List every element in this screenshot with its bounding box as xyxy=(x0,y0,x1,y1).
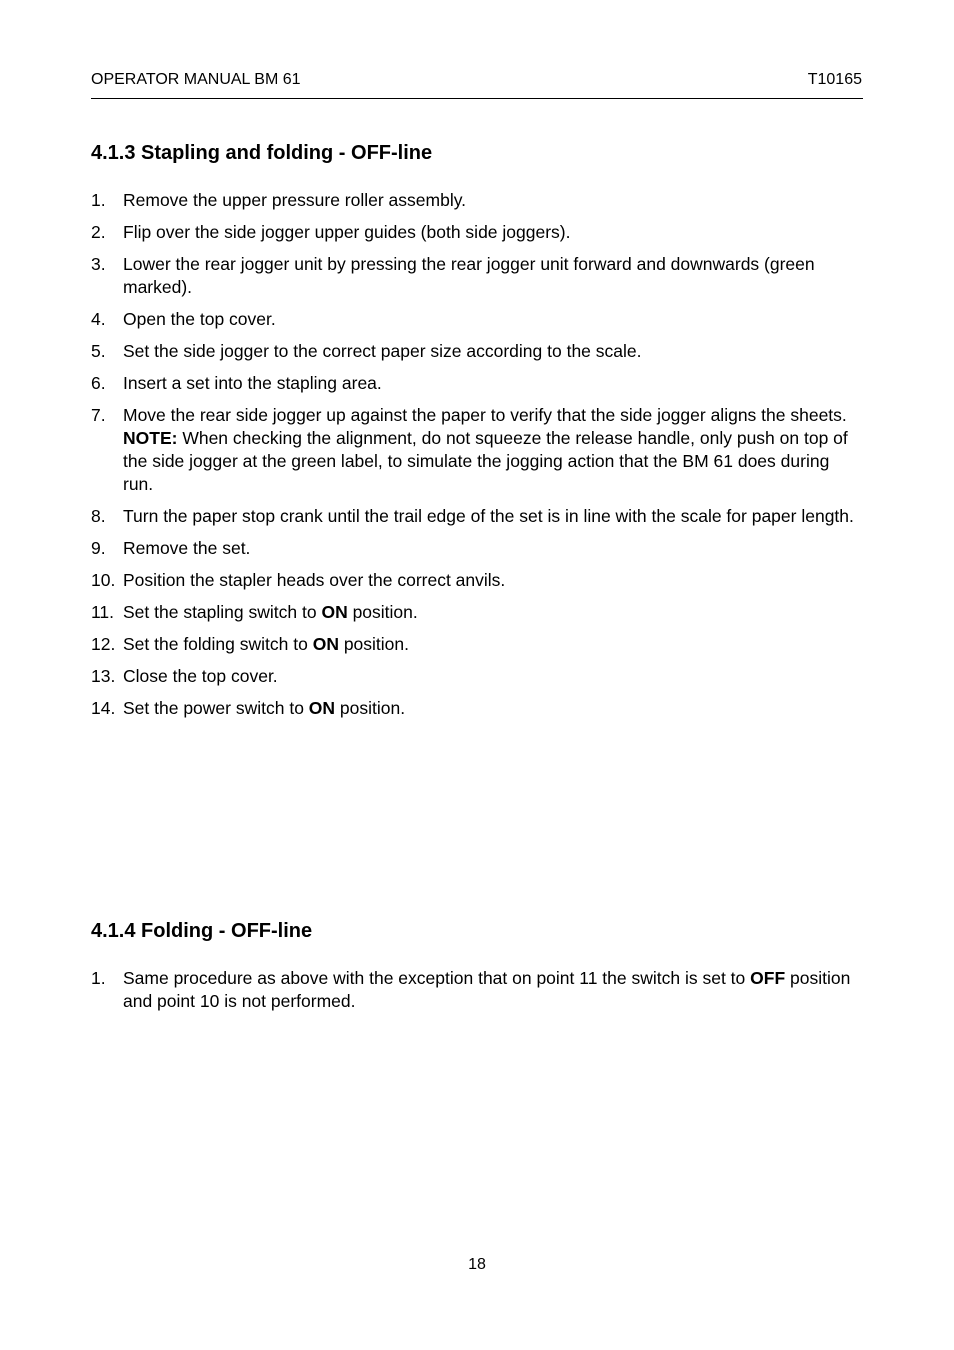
switch-state: ON xyxy=(312,634,339,654)
list-item xyxy=(91,253,863,299)
step-text-pre: Set the folding switch to xyxy=(123,634,313,654)
section-stapling-folding xyxy=(91,141,863,729)
step-number: 1. xyxy=(91,190,106,210)
note-label: NOTE: xyxy=(123,428,178,448)
step-text: Position the stapler heads over the correct anvils. xyxy=(123,570,506,590)
step-number: 3. xyxy=(91,254,106,274)
step-text-post: position. xyxy=(338,634,409,654)
list-item xyxy=(91,601,863,624)
step-text: Flip over the side jogger upper guides (both side joggers). xyxy=(123,222,571,242)
list-item xyxy=(91,633,863,656)
step-number: 12. xyxy=(91,634,116,654)
step-text-post: position. xyxy=(347,602,418,622)
section-title: 4.1.3 Stapling and folding - OFF-line xyxy=(91,142,433,164)
step-number: 1. xyxy=(91,968,106,988)
step-number: 13. xyxy=(91,666,116,686)
page-number: 18 xyxy=(468,1256,486,1273)
steps-list xyxy=(91,189,863,720)
step-text: Move the rear side jogger up against the paper to verify that the side jogger aligns the sheets. xyxy=(123,405,847,425)
list-item xyxy=(91,372,863,395)
section-title: 4.1.4 Folding - OFF-line xyxy=(91,920,313,942)
list-item xyxy=(91,569,863,592)
list-item xyxy=(91,537,863,560)
list-item xyxy=(91,404,863,496)
step-text: Remove the upper pressure roller assembly. xyxy=(123,190,467,210)
step-number: 5. xyxy=(91,341,106,361)
step-number: 8. xyxy=(91,506,106,526)
step-text-pre: Set the stapling switch to xyxy=(123,602,322,622)
list-item xyxy=(91,308,863,331)
list-item xyxy=(91,967,863,1013)
list-item xyxy=(91,697,863,720)
step-text: Remove the set. xyxy=(123,538,251,558)
step-number: 10. xyxy=(91,570,116,590)
step-number: 4. xyxy=(91,309,106,329)
step-number: 7. xyxy=(91,405,106,425)
list-item xyxy=(91,221,863,244)
step-text-post: position. xyxy=(335,698,406,718)
section-folding xyxy=(91,919,863,1022)
switch-state: ON xyxy=(308,698,336,718)
step-text: Lower the rear jogger unit by pressing the rear jogger unit forward and downwards (green marked). xyxy=(123,254,815,297)
step-text: Insert a set into the stapling area. xyxy=(123,373,382,393)
step-number: 11. xyxy=(91,602,115,622)
step-number: 6. xyxy=(91,373,106,393)
step-text-pre: Same procedure as above with the exception that on point 11 the switch is set to xyxy=(123,968,751,988)
switch-state: OFF xyxy=(750,968,786,988)
list-item xyxy=(91,665,863,688)
step-text-pre: Set the power switch to xyxy=(123,698,309,718)
note-text: When checking the alignment, do not squeeze the release handle, only push on top of the side jogger at the green label, to simulate the jogging action that the BM 61 does during run. xyxy=(123,428,848,494)
step-text: Open the top cover. xyxy=(123,309,276,329)
step-text: Set the side jogger to the correct paper size according to the scale. xyxy=(123,341,642,361)
page-header xyxy=(91,70,863,99)
list-item xyxy=(91,340,863,363)
step-number: 9. xyxy=(91,538,106,558)
step-text-post: position and point 10 is not performed. xyxy=(123,968,851,1011)
manual-title: OPERATOR MANUAL BM 61 xyxy=(91,71,301,88)
document-number: T10165 xyxy=(807,71,862,88)
list-item xyxy=(91,189,863,212)
step-text: Close the top cover. xyxy=(123,666,278,686)
step-number: 2. xyxy=(91,222,106,242)
list-item xyxy=(91,505,863,528)
step-text: Turn the paper stop crank until the trail edge of the set is in line with the scale for paper length. xyxy=(123,506,854,526)
steps-list xyxy=(91,967,863,1013)
switch-state: ON xyxy=(321,602,348,622)
step-number: 14. xyxy=(91,698,116,718)
